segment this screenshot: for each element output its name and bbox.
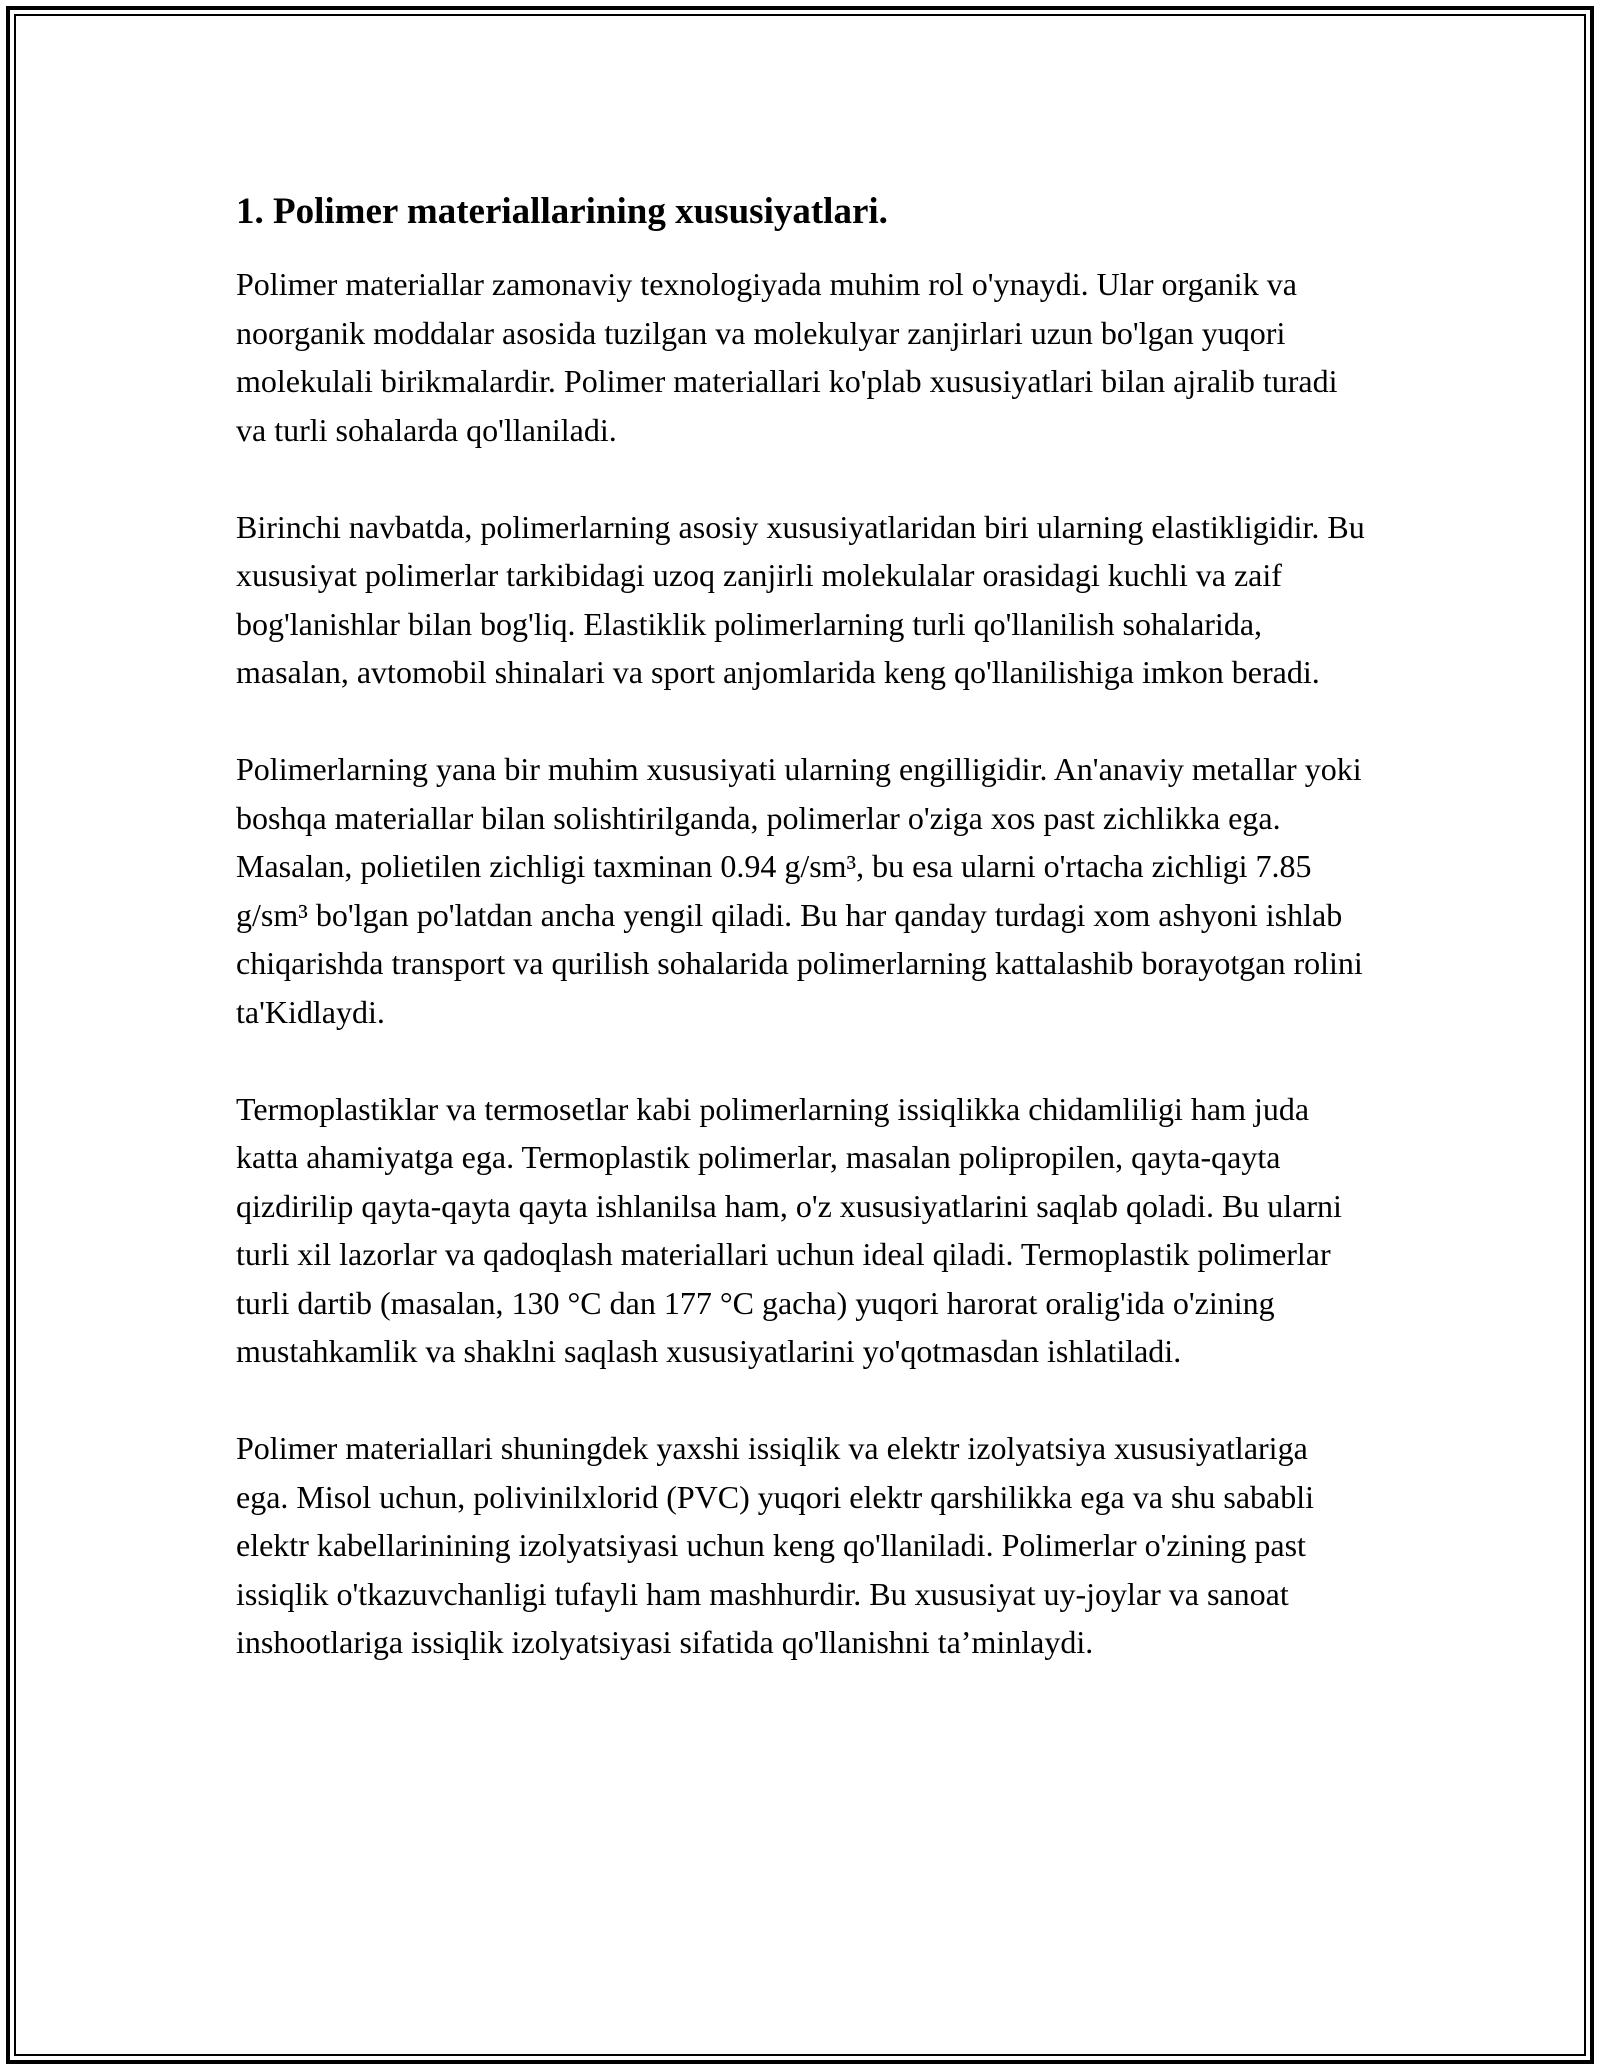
document-body	[236, 188, 1366, 1715]
paragraph-insulation: Polimer materiallari shuningdek yaxshi issiqlik va elektr izolyatsiya xususiyatlariga ega. Misol uchun, polivinilxlorid (PVC) yuqori elektr qarshilikka ega va shu sababli elektr kabellarinining izolyatsiyasi uchun keng qo'llaniladi. Polimerlar o'zining past issiqlik o'tkazuvchanligi tufayli ham mashhurdir. Bu xususiyat uy-joylar va sanoat inshootlariga issiqlik izolyatsiyasi sifatida qo'llanishni ta’minlaydi.	[236, 1430, 1315, 1660]
paragraph-heat-resistance: Termoplastiklar va termosetlar kabi polimerlarning issiqlikka chidamliligi ham juda katta ahamiyatga ega. Termoplastik polimerlar, masalan polipropilen, qayta-qayta qizdirilip qayta-qayta qayta ishlanilsa ham, o'z xususiyatlarini saqlab qoladi. Bu ularni turli xil lazorlar va qadoqlash materiallari uchun ideal qiladi. Termoplastik polimerlar turli dartib (masalan, 130 °C dan 177 °C gacha) yuqori harorat oralig'ida o'zining mustahkamlik va shaklni saqlash xususiyatlarini yo'qotmasdan ishlatiladi.	[236, 1090, 1342, 1369]
paragraph-lightness: Polimerlarning yana bir muhim xususiyati ularning engilligidir. An'anaviy metallar yoki boshqa materiallar bilan solishtirilganda, polimerlar o'ziga xos past zichlikka ega. Masalan, polietilen zichligi taxminan 0.94 g/sm³, bu esa ularni o'rtacha zichligi 7.85 g/sm³ bo'lgan po'latdan ancha yengil qiladi. Bu har qanday turdagi xom ashyoni ishlab chiqarishda transport va qurilish sohalarida polimerlarning kattalashib borayotgan rolini ta'Kidlaydi.	[236, 751, 1363, 1030]
paragraph-intro: Polimer materiallar zamonaviy texnologiyada muhim rol o'ynaydi. Ular organik va noorganik moddalar asosida tuzilgan va molekulyar zanjirlari uzun bo'lgan yuqori molekulali birikmalardir. Polimer materiallari ko'plab xususiyatlari bilan ajralib turadi va turli sohalarda qo'llaniladi.	[236, 266, 1338, 448]
section-heading: 1. Polimer materiallarining xususiyatlari.	[236, 191, 888, 232]
paragraph-elasticity: Birinchi navbatda, polimerlarning asosiy xususiyatlaridan biri ularning elastikligidir. Bu xususiyat polimerlar tarkibidagi uzoq zanjirli molekulalar orasidagi kuchli va zaif bog'lanishlar bilan bog'liq. Elastiklik polimerlarning turli qo'llanilish sohalarida, masalan, avtomobil shinalari va sport anjomlarida keng qo'llanilishiga imkon beradi.	[236, 508, 1365, 690]
